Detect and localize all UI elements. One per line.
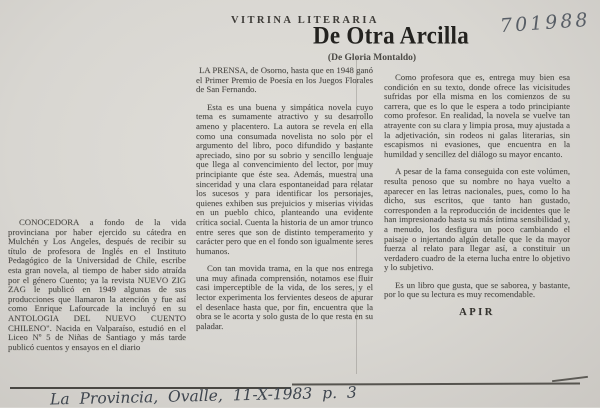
article-title: De Otra Arcilla xyxy=(312,21,470,49)
article-byline: (De Gloria Montaldo) xyxy=(327,53,417,63)
column-middle xyxy=(196,66,373,339)
bottom-divider-tick xyxy=(552,376,588,382)
paper-crease-line xyxy=(356,58,357,374)
paragraph-conclusion: Es un libro que gusta, que se saborea, y bastante, por lo que su lectura es muy recomendable. xyxy=(384,279,570,300)
paragraph-la-prensa: LA PRENSA, de Osorno, hasta que en 1948 ganó el Primer Premio de Poesía en los Juegos Florales de San Fernando. xyxy=(196,65,373,95)
section-kicker: VITRINA LITERARIA xyxy=(231,15,379,26)
archive-number-handwritten: 701988 xyxy=(499,8,592,38)
paragraph-fama: A pesar de la fama conseguida con este volúmen, resulta penoso que su nombre no haya vuelto a aparecer en las letras nacionales, pues, como lo ha dicho, sus escritos, que tanto han gustado, corresponden a la reproducción de incidentes que le han impresionado hasta su más íntima sensibilidad y, a menudo, los desfigura un poco cambiando el paisaje o injertando algún detalle que le da mayor fuerza al relato para llegar así, a constituir un verdadero cuadro de la eterna lucha entre lo objetivo y lo subjetivo. xyxy=(384,166,570,273)
paragraph-review-trama: Con tan movida trama, en la que nos entrega una muy afinada comprensión, notamos ese fluir casi imperceptible de la vida, de los seres, y el lector experimenta los fervientes deseos de apurar el desenlace hasta que, por fin, encuentra que la obra se le acorta y solo gusta de lo que resta en su paladar. xyxy=(196,263,373,331)
column-right xyxy=(384,73,570,318)
author-signature: APIR xyxy=(459,307,495,319)
citation-handwritten: La Provincia, Ovalle, 11-X-1983 p. 3 xyxy=(49,383,358,408)
paragraph-profesora: Como profesora que es, entrega muy bien esa condición en su texto, donde ofrece las vicisitudes sufridas por ella misma en los comienzos de su carrera, que es lo que le espera a todo principiante como profesor. En realidad, la novela se vuelve tan atrayente con su clara y limpia prosa, muy ajustada a la adjetivación, sin rodeos ni galas literarias, sin escapismos ni evasiones, que encuentra en la humildad y sencillez del diálogo su mayor encanto. xyxy=(384,72,570,159)
paragraph-biography: CONOCEDORA a fondo de la vida provinciana por haber ejercido su cátedra en Mulchén y Los Angeles, después de recibir su título de profesora de Inglés en el Instituto Pedagógico de la Universidad de Chile, escribe esta gran novela, al tiempo de haber sido atraída por el género Cuento; ya la revista NUEVO ZIG ZAG le publicó en 1949 algunas de sus producciones que llamaron la atención y fue así como Enrique Lafourcade la incluyó en su ANTOLOGIA DEL NUEVO CUENTO CHILENO". Nacida en Valparaíso, estudió en el Liceo Nº 5 de Niñas de Santiago y más tarde publicó cuentos y ensayos en el diario xyxy=(8,217,186,352)
paragraph-review-body: Esta es una buena y simpática novela cuyo tema es sumamente atractivo y su desarrollo ameno y placentero. La autora se revela en ella como una consumada novelista no solo por el argumento del libro, poco difundido y bastante apreciado, sino por su sobrio y sencillo lenguaje que llega al convencimiento del lector, por muy principiante que éste sea. Además, muestra una sinceridad y una clara espontaneidad para relatar los sucesos y para identificar los personajes, quienes exhiben sus prejuicios y miserias vividas en un pueblo chico, planteando una evidente crítica social. Cuenta la historia de un amor trunco entre seres que son de distinto temperamento y carácter pero que en el fondo son igualmente seres humanos. xyxy=(196,101,373,256)
column-left xyxy=(8,218,186,360)
